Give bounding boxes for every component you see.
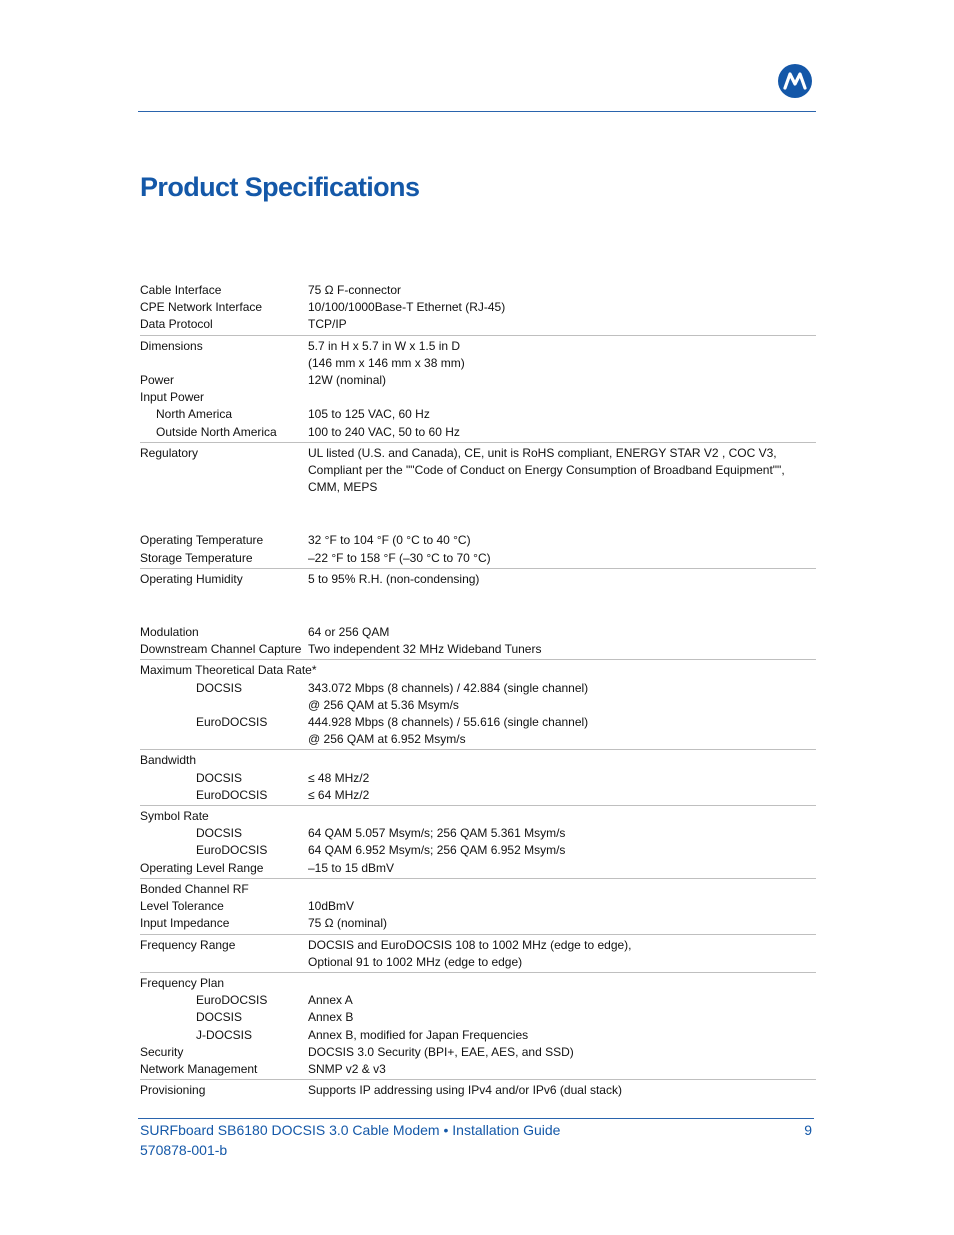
spec-label: Downstream Channel Capture (140, 642, 302, 657)
spec-group (140, 659, 816, 748)
spec-value-line: DOCSIS and EuroDOCSIS 108 to 1002 MHz (edge to edge), (308, 937, 632, 952)
spec-value-line: 343.072 Mbps (8 channels) / 42.884 (single channel) (308, 680, 589, 695)
spec-row (140, 680, 816, 714)
spec-row (140, 1027, 816, 1044)
spec-value-line: @ 256 QAM at 5.36 Msym/s (308, 697, 459, 712)
spec-row (140, 860, 816, 877)
spec-value-line: 444.928 Mbps (8 channels) / 55.616 (single channel) (308, 715, 589, 730)
spec-row (140, 372, 816, 389)
spec-label: EuroDOCSIS (196, 715, 268, 730)
spec-value-line: Annex B, modified for Japan Frequencies (308, 1027, 529, 1042)
spec-label: Regulatory (140, 445, 199, 460)
spec-value (308, 532, 816, 549)
spec-label: Cable Interface (140, 283, 222, 297)
spec-value-line: 5.7 in H x 5.7 in W x 1.5 in D (308, 338, 461, 353)
page-title: Product Specifications (140, 172, 420, 202)
footer-doc-number: 570878-001-b (140, 1142, 228, 1158)
spec-row (140, 881, 816, 898)
spec-row (140, 641, 816, 658)
spec-value (308, 299, 816, 316)
spec-value-line: –22 °F to 158 °F (–30 °C to 70 °C) (308, 550, 491, 565)
spec-label: Symbol Rate (140, 809, 209, 824)
spec-row (140, 1009, 816, 1026)
spec-value-line: 64 QAM 6.952 Msym/s; 256 QAM 6.952 Msym/s (308, 843, 566, 858)
spec-value (308, 915, 816, 932)
spec-label: Security (140, 1044, 184, 1059)
spec-group (140, 280, 816, 334)
spec-value (308, 1027, 816, 1044)
spec-value-line: Annex A (308, 993, 353, 1008)
header-rule (138, 111, 816, 112)
spec-value-line: ≤ 48 MHz/2 (308, 770, 370, 785)
spec-label: Power (140, 373, 175, 388)
spec-row (140, 992, 816, 1009)
spec-label: Frequency Plan (140, 975, 225, 990)
spec-label: DOCSIS (196, 680, 243, 695)
spec-label: Operating Temperature (140, 533, 264, 548)
spec-label: DOCSIS (196, 1010, 243, 1025)
spec-value (308, 808, 816, 825)
spec-value-line: 105 to 125 VAC, 60 Hz (308, 407, 430, 422)
spec-row (140, 1082, 816, 1099)
spec-label: CPE Network Interface (140, 300, 263, 315)
spec-label: Input Power (140, 390, 205, 405)
spec-value-line: @ 256 QAM at 6.952 Msym/s (308, 732, 466, 747)
spec-value (308, 1082, 816, 1099)
spec-group (140, 878, 816, 933)
spec-group (140, 568, 816, 588)
spec-label: Dimensions (140, 338, 203, 353)
spec-label: DOCSIS (196, 826, 243, 841)
spec-row (140, 714, 816, 748)
spec-value (308, 1061, 816, 1078)
spec-row (140, 898, 816, 915)
spec-value-line: Annex B (308, 1010, 354, 1025)
spec-row (140, 406, 816, 423)
spec-value-line: UL listed (U.S. and Canada), CE, unit is RoHS compliant, ENERGY STAR V2 , COC V3, Compliant per the ""Code of Conduct on Energy Consumption of Broadband Equipment"", CMM, MEPS (308, 445, 785, 495)
spec-row (140, 1061, 816, 1078)
spec-value (308, 860, 816, 877)
spec-value (308, 282, 816, 299)
spec-value (308, 975, 816, 992)
spec-row (140, 338, 816, 372)
spec-label: EuroDOCSIS (196, 843, 268, 858)
spec-table (140, 280, 816, 1099)
spec-value (308, 571, 816, 588)
spec-value (308, 424, 816, 441)
spec-value (308, 406, 816, 423)
spec-row (140, 752, 816, 769)
spec-value-line: ≤ 64 MHz/2 (308, 787, 370, 802)
footer-rule (138, 1118, 814, 1119)
spec-value (308, 445, 816, 497)
spec-value-line: 64 or 256 QAM (308, 625, 390, 640)
spec-group (140, 442, 816, 497)
spec-group (140, 530, 816, 566)
spec-label: Storage Temperature (140, 550, 253, 565)
spec-group (140, 749, 816, 804)
spec-label: Provisioning (140, 1083, 206, 1098)
spec-label: Modulation (140, 625, 199, 640)
spec-row (140, 624, 816, 641)
spec-value (308, 624, 816, 641)
spec-label: North America (156, 407, 233, 422)
spec-value-line: 12W (nominal) (308, 373, 387, 388)
spec-value-line: (146 mm x 146 mm x 38 mm) (308, 355, 465, 370)
spec-row (140, 445, 816, 497)
spec-label: J-DOCSIS (196, 1027, 253, 1042)
spec-row (140, 808, 816, 825)
spec-row (140, 915, 816, 932)
spec-row (140, 389, 816, 406)
spec-row (140, 975, 816, 992)
spec-row (140, 662, 816, 679)
spec-label: EuroDOCSIS (196, 993, 268, 1008)
spec-group (140, 805, 816, 877)
spec-value-line: 64 QAM 5.057 Msym/s; 256 QAM 5.361 Msym/s (308, 826, 566, 841)
spec-label: Operating Humidity (140, 571, 243, 586)
spec-value (308, 825, 816, 842)
spec-group (140, 972, 816, 1078)
spec-value (308, 389, 816, 406)
spec-row (140, 825, 816, 842)
spec-value (308, 1044, 816, 1061)
spec-label: Bonded Channel RF (140, 881, 249, 896)
spec-row (140, 282, 816, 299)
spec-value-line: 75 Ω (nominal) (308, 916, 388, 931)
spec-row (140, 316, 816, 333)
spec-value (308, 641, 816, 658)
spec-value (308, 842, 816, 859)
spec-value (308, 752, 816, 769)
spec-label: Operating Level Range (140, 860, 264, 875)
spec-value (308, 714, 816, 748)
page-number: 9 (804, 1122, 812, 1138)
spec-label: Input Impedance (140, 916, 230, 931)
spec-value-line: 10/100/1000Base-T Ethernet (RJ-45) (308, 300, 506, 315)
spec-row (140, 1044, 816, 1061)
spec-value (308, 898, 816, 915)
spec-value (308, 338, 816, 372)
spec-group (140, 622, 816, 658)
spec-row (140, 842, 816, 859)
spec-value-line: 10dBmV (308, 899, 355, 914)
spec-value-line: Two independent 32 MHz Wideband Tuners (308, 642, 542, 657)
spec-value (308, 662, 816, 679)
spec-label: Data Protocol (140, 317, 213, 332)
spec-value (308, 881, 816, 898)
spec-row (140, 787, 816, 804)
spec-value-line: SNMP v2 & v3 (308, 1061, 386, 1076)
spec-group (140, 1079, 816, 1099)
spec-value (308, 372, 816, 389)
spec-label: Maximum Theoretical Data Rate* (140, 663, 317, 678)
spec-label: EuroDOCSIS (196, 787, 268, 802)
spec-value-line: –15 to 15 dBmV (308, 860, 395, 875)
spec-row (140, 532, 816, 549)
spec-label: Bandwidth (140, 753, 197, 768)
spec-value (308, 770, 816, 787)
motorola-logo-icon (778, 64, 812, 98)
spec-value-line: 100 to 240 VAC, 50 to 60 Hz (308, 424, 460, 439)
spec-value (308, 787, 816, 804)
spec-value (308, 937, 816, 971)
spec-value-line: Supports IP addressing using IPv4 and/or IPv6 (dual stack) (308, 1083, 622, 1098)
spec-label: Level Tolerance (140, 899, 224, 914)
spec-value-line: 5 to 95% R.H. (non-condensing) (308, 571, 480, 586)
spec-group (140, 335, 816, 441)
spec-label: Outside North America (156, 424, 277, 439)
spec-row (140, 937, 816, 971)
spec-label: Network Management (140, 1061, 258, 1076)
spec-label: DOCSIS (196, 770, 243, 785)
page-footer (140, 1120, 812, 1160)
spec-value (308, 550, 816, 567)
spec-value (308, 992, 816, 1009)
footer-guide-title: SURFboard SB6180 DOCSIS 3.0 Cable Modem • Installation Guide (140, 1122, 561, 1138)
spec-value-line: DOCSIS 3.0 Security (BPI+, EAE, AES, and SSD) (308, 1044, 574, 1059)
spec-row (140, 550, 816, 567)
spec-group (140, 934, 816, 971)
spec-value (308, 316, 816, 333)
spec-value-line: Optional 91 to 1002 MHz (edge to edge) (308, 954, 523, 969)
spec-row (140, 770, 816, 787)
spec-value-line: 75 Ω F-connector (308, 283, 402, 297)
spec-row (140, 299, 816, 316)
spec-value-line: 32 °F to 104 °F (0 °C to 40 °C) (308, 533, 471, 548)
spec-value (308, 1009, 816, 1026)
spec-value (308, 680, 816, 714)
spec-row (140, 424, 816, 441)
spec-label: Frequency Range (140, 937, 236, 952)
spec-value-line: TCP/IP (308, 317, 347, 332)
spec-row (140, 571, 816, 588)
